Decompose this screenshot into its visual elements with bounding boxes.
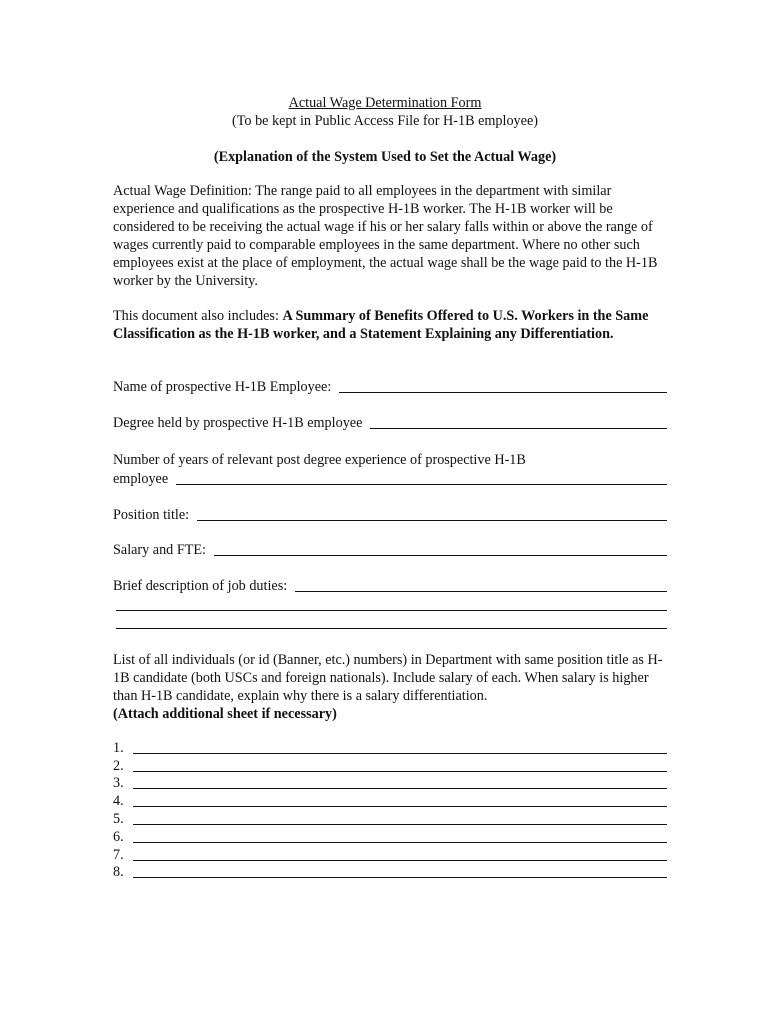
includes-paragraph	[113, 307, 673, 343]
salary-label: Salary and FTE:	[113, 542, 206, 558]
salary-field[interactable]	[214, 542, 667, 556]
includes-prefix: This document also includes:	[113, 308, 283, 324]
list-item-number: 8.	[113, 864, 124, 881]
individuals-list	[113, 739, 667, 881]
experience-row	[113, 468, 667, 488]
list-item	[113, 846, 667, 864]
list-item-field[interactable]	[133, 741, 667, 754]
degree-row	[113, 412, 667, 432]
list-instructions-text: List of all individuals (or id (Banner, etc.) numbers) in Department with same position title as H-1B candidate (both USCs and foreign nationals). Include salary of each. When salary is higher than H-1B candidate, explain why there is a salary differentiation.	[113, 652, 663, 704]
experience-label-line1: Number of years of relevant post degree experience of prospective H-1B	[113, 452, 526, 468]
duties-label: Brief description of job duties:	[113, 578, 288, 594]
list-item	[113, 810, 667, 828]
employee-name-label: Name of prospective H-1B Employee:	[113, 379, 332, 395]
list-item	[113, 864, 667, 882]
list-item-field[interactable]	[133, 759, 667, 772]
list-item-number: 2.	[113, 757, 124, 774]
list-item-field[interactable]	[133, 776, 667, 789]
position-label: Position title:	[113, 507, 190, 523]
employee-name-row	[113, 376, 667, 396]
form-subtitle: (To be kept in Public Access File for H-1B employee)	[232, 113, 538, 129]
list-item-field[interactable]	[133, 848, 667, 861]
experience-label-line2: employee	[113, 471, 169, 487]
form-heading: (Explanation of the System Used to Set the Actual Wage)	[213, 149, 557, 165]
list-item-number: 7.	[113, 846, 124, 863]
list-note: (Attach additional sheet if necessary)	[113, 706, 337, 722]
list-item-number: 1.	[113, 739, 124, 756]
list-item-number: 3.	[113, 775, 124, 792]
list-item	[113, 757, 667, 775]
list-item-field[interactable]	[133, 812, 667, 825]
salary-row	[113, 539, 667, 559]
list-item-field[interactable]	[133, 794, 667, 807]
list-item	[113, 775, 667, 793]
list-item	[113, 739, 667, 757]
list-item-field[interactable]	[133, 865, 667, 878]
list-item-number: 6.	[113, 828, 124, 845]
duties-field-line3[interactable]	[116, 628, 667, 629]
list-item-field[interactable]	[133, 830, 667, 843]
list-instructions	[113, 651, 673, 723]
list-item-number: 4.	[113, 793, 124, 810]
includes-bold: A Summary of Benefits Offered to U.S. Workers in the Same Classification as the H-1B worker, and a Statement Explaining any Differentiation.	[113, 308, 649, 342]
position-row	[113, 504, 667, 524]
list-item-number: 5.	[113, 810, 124, 827]
duties-field-line2[interactable]	[116, 610, 667, 611]
duties-field[interactable]	[295, 578, 667, 592]
duties-row	[113, 575, 667, 595]
definition-paragraph: Actual Wage Definition: The range paid to all employees in the department with similar experience and qualifications as the prospective H-1B worker. The H-1B worker will be considered to be receiving the actual wage if his or her salary falls within or above the range of wages currently paid to comparable employees in the same department. Where no other such employees exist at the place of employment, the actual wage shall be the wage paid to the H-1B worker by the University.	[113, 183, 658, 289]
position-field[interactable]	[197, 507, 667, 521]
experience-field[interactable]	[176, 471, 667, 485]
degree-field[interactable]	[370, 415, 667, 429]
degree-label: Degree held by prospective H-1B employee	[113, 415, 363, 431]
list-item	[113, 828, 667, 846]
employee-name-field[interactable]	[339, 379, 667, 393]
form-title: Actual Wage Determination Form	[288, 95, 482, 111]
list-item	[113, 792, 667, 810]
